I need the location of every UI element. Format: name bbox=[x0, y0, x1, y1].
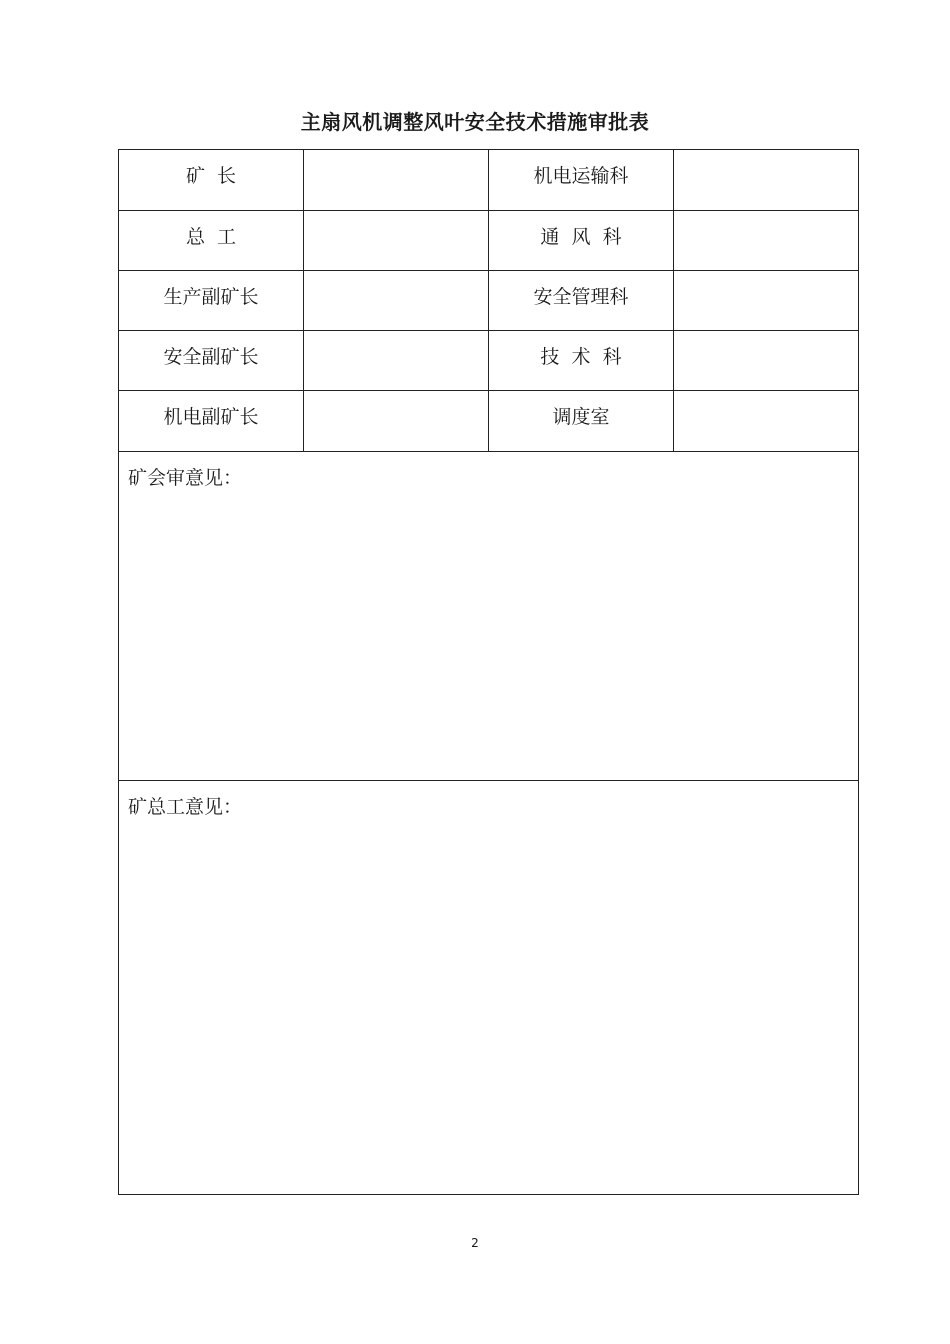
mine-review-opinion-label: 矿会审意见： bbox=[128, 467, 243, 489]
role-label: 生产副矿长 bbox=[163, 286, 259, 308]
role-label-cell bbox=[119, 271, 303, 330]
role-label: 矿 长 bbox=[185, 165, 237, 187]
signature-cell[interactable] bbox=[303, 150, 488, 210]
role-label: 机电副矿长 bbox=[163, 406, 259, 428]
department-label-cell bbox=[488, 211, 673, 270]
signature-cell[interactable] bbox=[303, 211, 488, 270]
chief-engineer-opinion-box[interactable] bbox=[119, 780, 858, 1194]
approval-form bbox=[118, 149, 859, 1195]
page-number: 2 bbox=[471, 1236, 479, 1250]
role-label: 总 工 bbox=[185, 226, 237, 248]
role-label-cell bbox=[119, 331, 303, 390]
approval-row bbox=[119, 150, 858, 210]
chief-engineer-opinion-label: 矿总工意见： bbox=[128, 796, 243, 818]
approval-row bbox=[119, 210, 858, 270]
signature-cell[interactable] bbox=[673, 391, 858, 451]
approval-row bbox=[119, 270, 858, 330]
department-label-cell bbox=[488, 391, 673, 451]
approval-row bbox=[119, 390, 858, 451]
role-label-cell bbox=[119, 211, 303, 270]
department-label-cell bbox=[488, 150, 673, 210]
role-label-cell bbox=[119, 150, 303, 210]
mine-review-opinion-box[interactable] bbox=[119, 451, 858, 780]
form-title: 主扇风机调整风叶安全技术措施审批表 bbox=[300, 110, 650, 134]
signature-cell[interactable] bbox=[673, 211, 858, 270]
department-label: 通 风 科 bbox=[540, 226, 622, 248]
signature-cell[interactable] bbox=[303, 391, 488, 451]
role-label-cell bbox=[119, 391, 303, 451]
role-label: 安全副矿长 bbox=[163, 346, 259, 368]
department-label: 技 术 科 bbox=[540, 346, 622, 368]
signature-cell[interactable] bbox=[673, 331, 858, 390]
signature-cell[interactable] bbox=[303, 271, 488, 330]
signature-cell[interactable] bbox=[673, 150, 858, 210]
department-label: 机电运输科 bbox=[533, 165, 629, 187]
department-label: 安全管理科 bbox=[533, 286, 629, 308]
signature-cell[interactable] bbox=[303, 331, 488, 390]
department-label-cell bbox=[488, 271, 673, 330]
department-label-cell bbox=[488, 331, 673, 390]
signature-cell[interactable] bbox=[673, 271, 858, 330]
department-label: 调度室 bbox=[552, 406, 610, 428]
approval-row bbox=[119, 330, 858, 390]
